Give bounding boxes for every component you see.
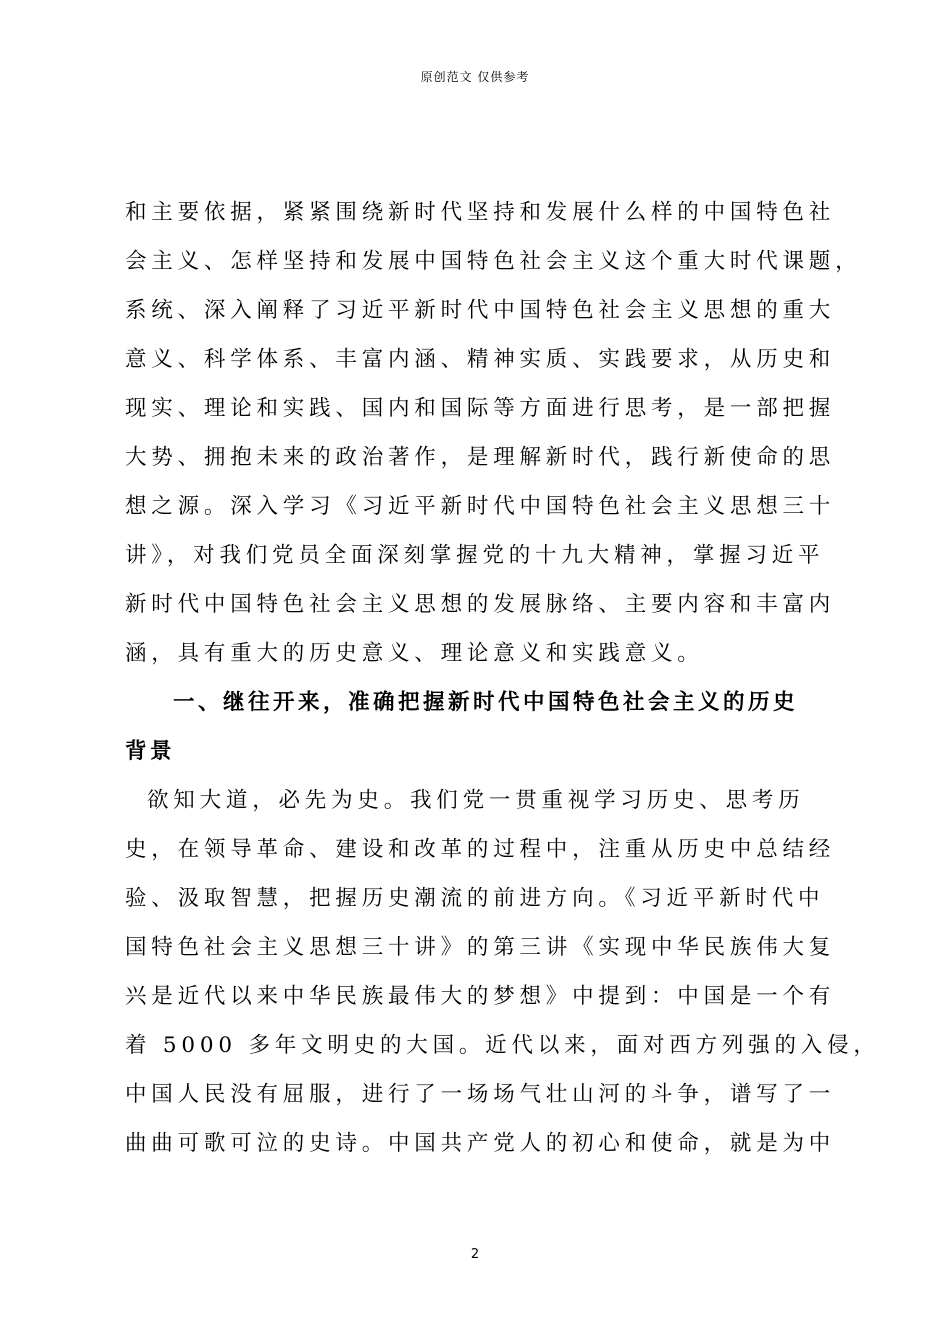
- document-body: [125, 188, 880, 1168]
- paragraph-line: 想之源。深入学习《习近平新时代中国特色社会主义思想三十: [125, 494, 836, 519]
- paragraph-line: 会主义、怎样坚持和发展中国特色社会主义这个重大时代课题，: [125, 249, 862, 274]
- paragraph-line: 着 5000 多年文明史的大国。近代以来，面对西方列强的入侵，: [125, 1033, 880, 1058]
- paragraph-line: 史，在领导革命、建设和改革的过程中，注重从历史中总结经: [125, 837, 836, 862]
- paragraph-line: 大势、拥抱未来的政治著作，是理解新时代，践行新使命的思: [125, 445, 836, 470]
- paragraph-line: 讲》，对我们党员全面深刻掌握党的十九大精神，掌握习近平: [125, 543, 825, 568]
- paragraph-line: 现实、理论和实践、国内和国际等方面进行思考，是一部把握: [125, 396, 836, 421]
- paragraph-line: 新时代中国特色社会主义思想的发展脉络、主要内容和丰富内: [125, 592, 836, 617]
- paragraph-line: 国特色社会主义思想三十讲》的第三讲《实现中华民族伟大复: [125, 935, 836, 960]
- paragraph-line: 中国人民没有屈服，进行了一场场气壮山河的斗争，谱写了一: [125, 1082, 836, 1107]
- paragraph-line: 意义、科学体系、丰富内涵、精神实质、实践要求，从历史和: [125, 347, 836, 372]
- paragraph-line: 欲知大道，必先为史。我们党一贯重视学习历史、思考历: [147, 788, 805, 813]
- paragraph-line: 曲曲可歌可泣的史诗。中国共产党人的初心和使命，就是为中: [125, 1131, 836, 1156]
- section-heading: 一、继往开来，准确把握新时代中国特色社会主义的历史: [173, 690, 799, 715]
- section-heading-continued: 背景: [125, 739, 176, 764]
- paragraph-line: 涵，具有重大的历史意义、理论意义和实践意义。: [125, 641, 704, 666]
- page-number: 2: [470, 1247, 480, 1262]
- paragraph-line: 验、汲取智慧，把握历史潮流的前进方向。《习近平新时代中: [125, 886, 825, 911]
- paragraph-line: 和主要依据，紧紧围绕新时代坚持和发展什么样的中国特色社: [125, 200, 836, 225]
- paragraph-line: 兴是近代以来中华民族最伟大的梦想》中提到：中国是一个有: [125, 984, 836, 1009]
- paragraph-line: 系统、深入阐释了习近平新时代中国特色社会主义思想的重大: [125, 298, 836, 323]
- page-header: 原创范文 仅供参考: [420, 70, 530, 84]
